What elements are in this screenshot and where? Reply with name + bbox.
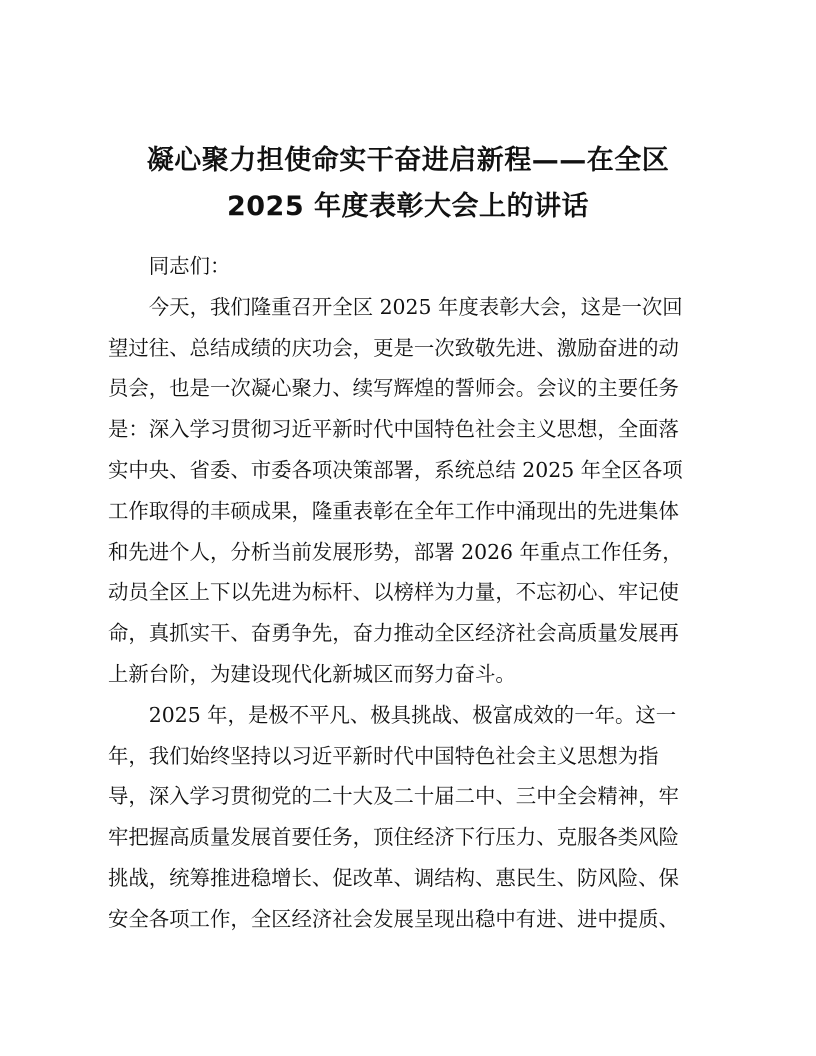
text-line: 员会，也是一次凝心聚力、续写辉煌的誓师会。会议的主要任务: [108, 376, 679, 401]
salutation: 同志们：: [148, 254, 231, 278]
text-line: 命，真抓实干、奋勇争先，奋力推动全区经济社会高质量发展再: [108, 621, 679, 646]
title-line: 凝心聚力担使命实干奋进启新程——在全区: [146, 145, 670, 176]
text-line: 今天，我们隆重召开全区 2025 年度表彰大会，这是一次回: [148, 294, 683, 319]
document-body: [108, 246, 708, 940]
text-line: 挑战，统筹推进稳增长、促改革、调结构、惠民生、防风险、保: [108, 865, 679, 890]
text-line: 2025 年，是极不平凡、极具挑战、极富成效的一年。这一: [148, 702, 677, 727]
text-line: 牢把握高质量发展首要任务，顶住经济下行压力、克服各类风险: [108, 825, 679, 850]
text-line: 工作取得的丰硕成果，隆重表彰在全年工作中涌现出的先进集体: [108, 498, 679, 523]
document-title: [108, 138, 708, 230]
text-line: 和先进个人，分析当前发展形势，部署 2026 年重点工作任务，: [108, 539, 683, 564]
text-line: 导，深入学习贯彻党的二十大及二十届二中、三中全会精神，牢: [108, 784, 679, 809]
paragraph-1: [108, 287, 708, 695]
text-line: 安全各项工作，全区经济社会发展呈现出稳中有进、进中提质、: [108, 906, 679, 931]
text-line: 上新台阶，为建设现代化新城区而努力奋斗。: [108, 661, 516, 686]
text-line: 望过往、总结成绩的庆功会，更是一次致敬先进、激励奋进的动: [108, 335, 679, 360]
paragraph-2: [108, 695, 708, 940]
text-line: 动员全区上下以先进为标杆、以榜样为力量，不忘初心、牢记使: [108, 580, 679, 605]
title-line: 2025 年度表彰大会上的讲话: [226, 191, 590, 222]
text-line: 实中央、省委、市委各项决策部署，系统总结 2025 年全区各项: [108, 457, 683, 482]
text-line: 是：深入学习贯彻习近平新时代中国特色社会主义思想，全面落: [108, 417, 679, 442]
text-line: 年，我们始终坚持以习近平新时代中国特色社会主义思想为指: [108, 743, 659, 768]
document-page: [108, 138, 708, 940]
